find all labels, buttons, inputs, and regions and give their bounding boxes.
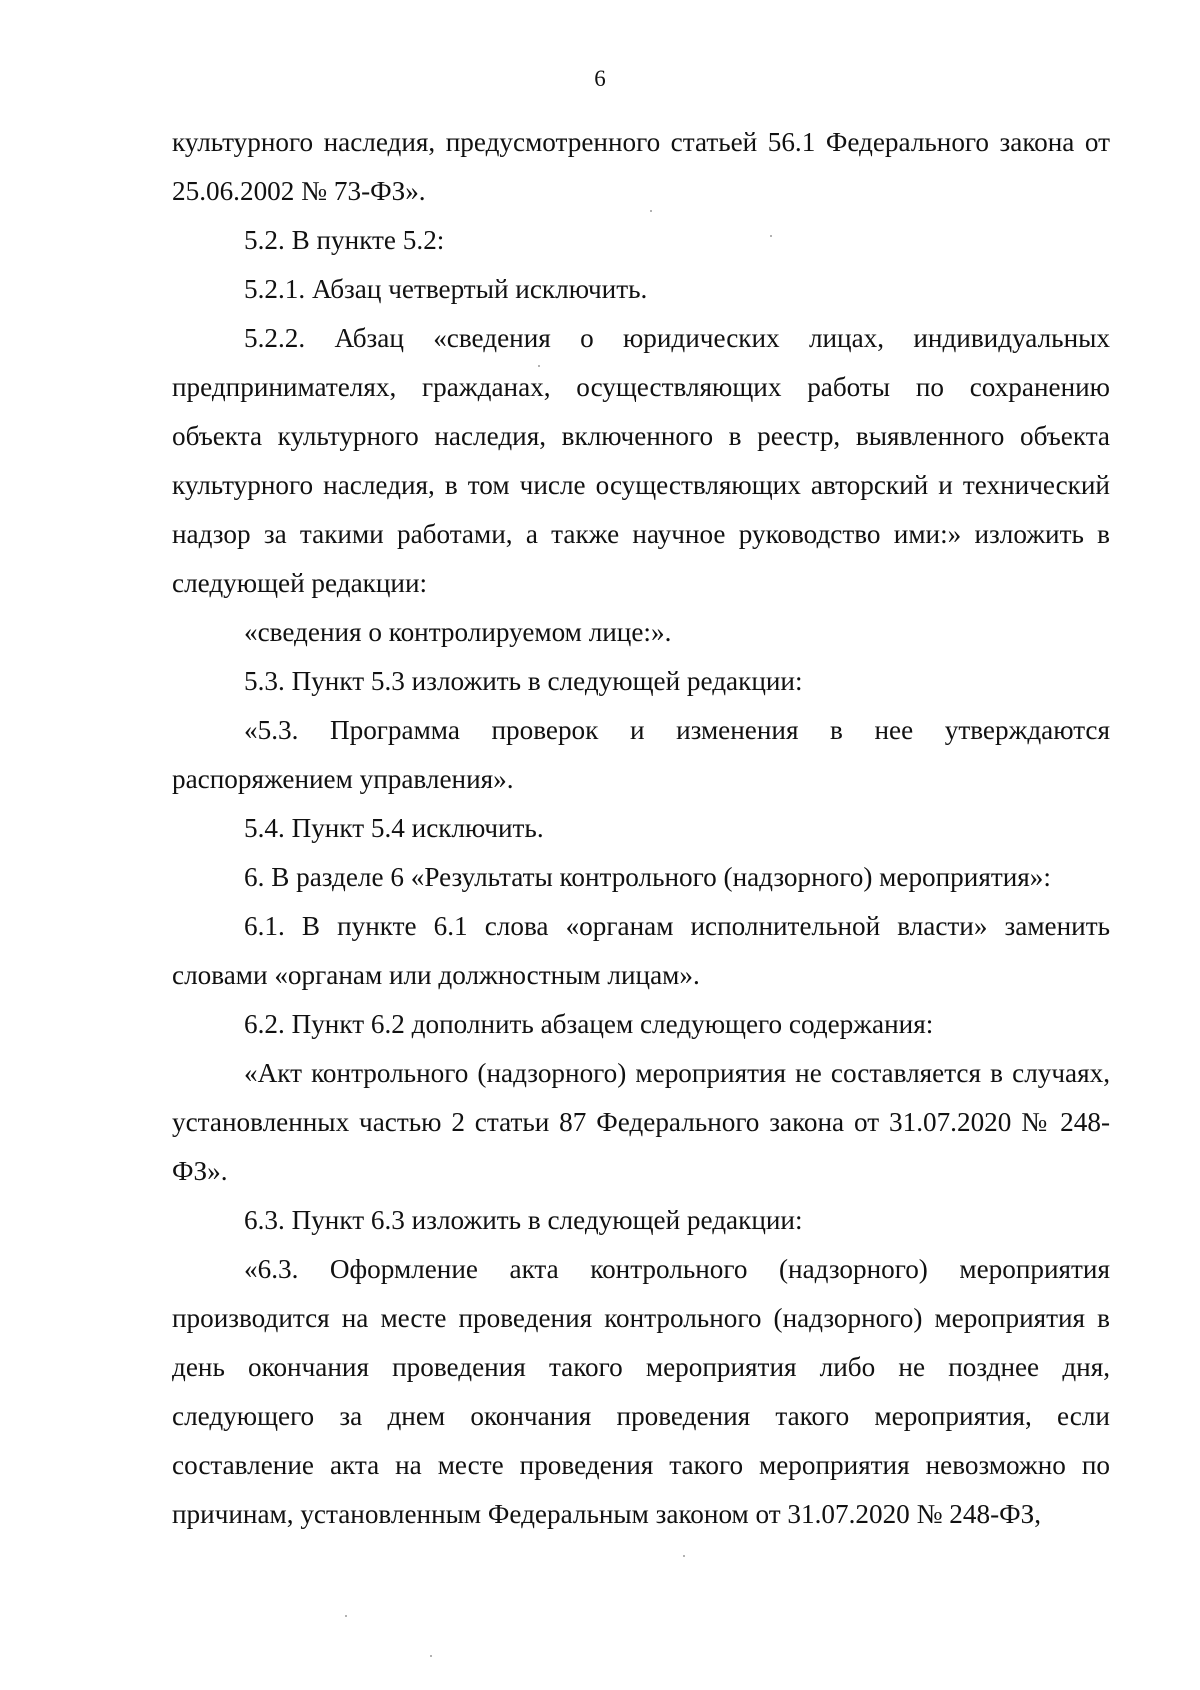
paragraph-5-3-new-text: «5.3. Программа проверок и изменения в нее утверждаются распоряжением управления». xyxy=(172,715,1110,794)
scan-speck xyxy=(683,1555,685,1557)
scan-speck xyxy=(538,365,540,367)
scan-speck xyxy=(345,1615,347,1617)
scan-speck xyxy=(650,210,652,212)
paragraph-5-4: 5.4. Пункт 5.4 исключить. xyxy=(244,813,544,843)
scan-speck xyxy=(770,235,772,237)
paragraph-5-3: 5.3. Пункт 5.3 изложить в следующей редакции: xyxy=(244,666,803,696)
page-number: 6 xyxy=(594,66,606,91)
paragraph-5-2-2: 5.2.2. Абзац «сведения о юридических лицах, индивидуальных предпринимателях, гражданах, осуществляющих работы по сохранению объекта культурного наследия, включенного в реестр, выявленного объекта культурного наследия, в том числе осуществляющих авторский и технический надзор за такими работами, а также научное руководство ими:» изложить в следующей редакции: xyxy=(172,323,1110,598)
paragraph-6-3: 6.3. Пункт 6.3 изложить в следующей редакции: xyxy=(244,1205,803,1235)
paragraph-6-2: 6.2. Пункт 6.2 дополнить абзацем следующего содержания: xyxy=(244,1009,934,1039)
paragraph-5-2-1: 5.2.1. Абзац четвертый исключить. xyxy=(244,274,648,304)
paragraph-6-2-new-text: «Акт контрольного (надзорного) мероприятия не составляется в случаях, установленных частью 2 статьи 87 Федерального закона от 31.07.2020 № 248-ФЗ». xyxy=(172,1058,1110,1186)
paragraph-5-2: 5.2. В пункте 5.2: xyxy=(244,225,445,255)
paragraph-6: 6. В разделе 6 «Результаты контрольного (надзорного) мероприятия»: xyxy=(244,862,1051,892)
paragraph-5-2-2-new-text: «сведения о контролируемом лице:». xyxy=(244,617,672,647)
scan-speck xyxy=(430,1655,432,1657)
paragraph-6-3-new-text: «6.3. Оформление акта контрольного (надзорного) мероприятия производится на месте проведения контрольного (надзорного) мероприятия в день окончания проведения такого мероприятия либо не позднее дня, следующего за днем окончания проведения такого мероприятия, если составление акта на месте проведения такого мероприятия невозможно по причинам, установленным Федеральным законом от 31.07.2020 № 248-ФЗ, xyxy=(172,1254,1110,1529)
document-body xyxy=(172,118,1110,1539)
paragraph-6-1: 6.1. В пункте 6.1 слова «органам исполнительной власти» заменить словами «органам или должностным лицам». xyxy=(172,911,1110,990)
paragraph-continuation: культурного наследия, предусмотренного статьей 56.1 Федерального закона от 25.06.2002 № 73-ФЗ». xyxy=(172,127,1110,206)
